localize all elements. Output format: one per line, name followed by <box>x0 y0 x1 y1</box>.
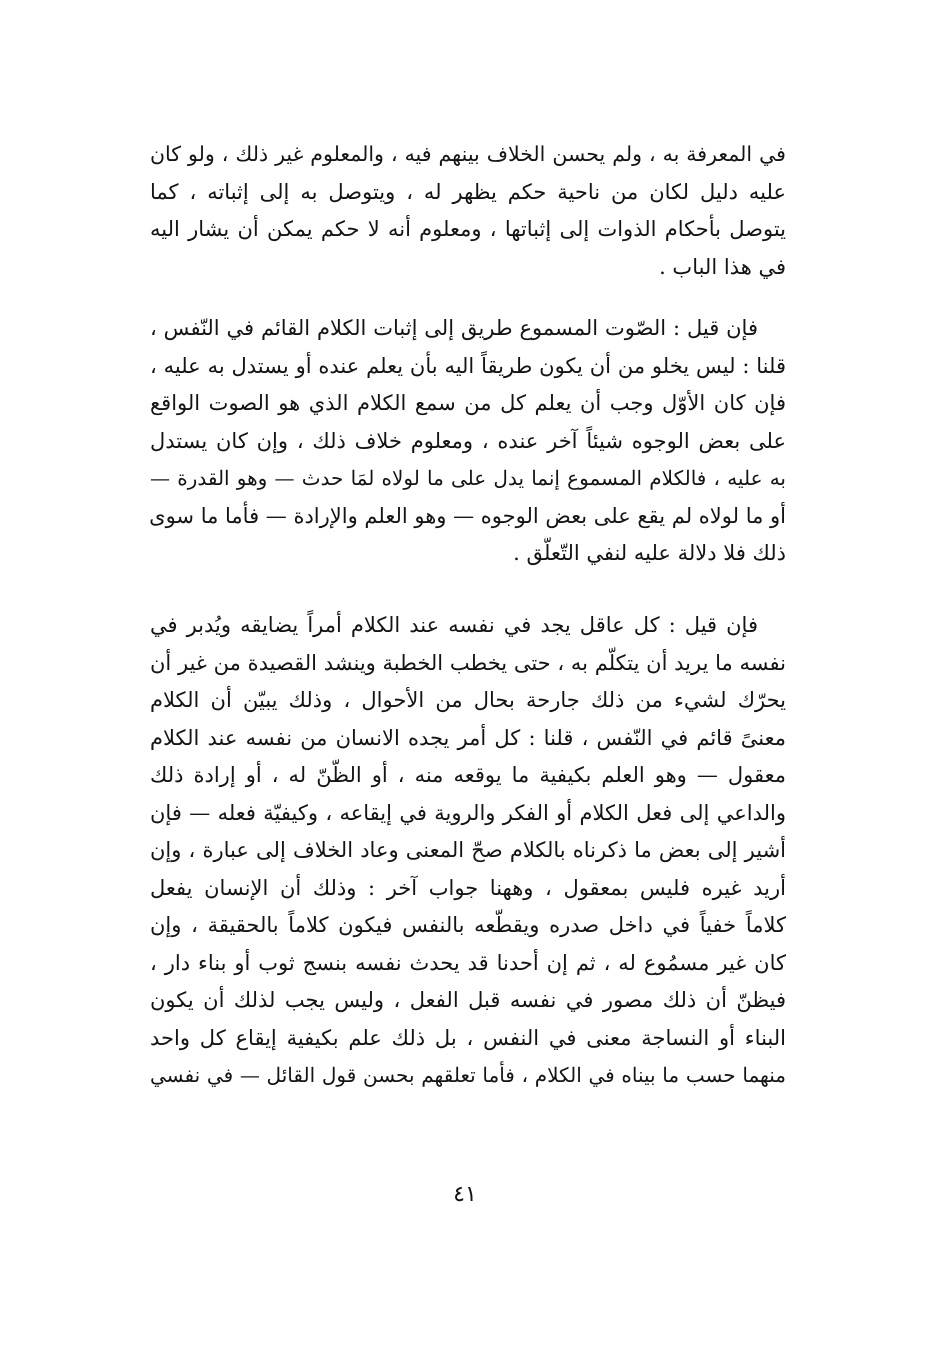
text-line: عليه دليل لكان من ناحية حكم يظهر له ، ويتوصل به إلى إثباته ، كما <box>150 179 786 204</box>
text-line: معنىً قائم في النّفس ، قلنا : كل أمر يجده الانسان من نفسه عند الكلام <box>150 725 786 750</box>
text-line: أشير إلى بعض ما ذكرناه بالكلام صحّ المعنى وعاد الخلاف إلى عبارة ، وإن <box>150 838 786 862</box>
text-line: قلنا : ليس يخلو من أن يكون طريقاً اليه بأن يعلم عنده أو يستدل به عليه ، <box>150 353 786 378</box>
text-line: على بعض الوجوه شيئاً آخر عنده ، ومعلوم خلاف ذلك ، وإن كان يستدل <box>150 428 786 453</box>
text-line: ذلك فلا دلالة عليه لنفي التّعلّق . <box>513 541 786 565</box>
text-line: في المعرفة به ، ولم يحسن الخلاف بينهم فيه ، والمعلوم غير ذلك ، ولو كان <box>150 142 786 166</box>
text-line: كان غير مسمُوع له ، ثم إن أحدنا قد يحدث نفسه بنسج ثوب أو بناء دار ، <box>150 950 786 975</box>
text-line: فإن كان الأوّل وجب أن يعلم كل من سمع الكلام الذي هو الصوت الواقع <box>150 391 786 415</box>
text-line: به عليه ، فالكلام المسموع إنما يدل على ما لولاه لمَا حدث — وهو القدرة — <box>150 466 786 490</box>
paragraph-2 <box>150 318 786 581</box>
text-line: في هذا الباب . <box>659 254 786 279</box>
text-line: فإن قيل : الصّوت المسموع طريق إلى إثبات الكلام القائم في النّفس ، <box>150 316 758 340</box>
text-line: فيظنّ أن ذلك مصور في نفسه قبل الفعل ، وليس يجب لذلك أن يكون <box>150 988 786 1012</box>
text-line: يتوصل بأحكام الذوات إلى إثباتها ، ومعلوم أنه لا حكم يمكن أن يشار اليه <box>150 217 786 241</box>
text-line: فإن قيل : كل عاقل يجد في نفسه عند الكلام أمراً يضايقه ويُدبر في <box>150 613 758 637</box>
paragraph-3 <box>150 615 786 1103</box>
page-number: ٤١ <box>453 1182 477 1207</box>
text-line: البناء أو النساجة معنى في النفس ، بل ذلك علم بكيفية إيقاع كل واحد <box>150 1025 786 1050</box>
text-line: منهما حسب ما بيناه في الكلام ، فأما تعلقهم بحسن قول القائل — في نفسي <box>150 1063 786 1087</box>
text-line: معقول — وهو العلم بكيفية ما يوقعه منه ، أو الظّنّ له ، أو إرادة ذلك <box>150 763 786 787</box>
paragraph-1 <box>150 144 786 294</box>
text-line: والداعي إلى فعل الكلام أو الفكر والروية في إيقاعه ، وكيفيّة فعله — فإن <box>150 800 786 825</box>
text-line: كلاماً خفياً في داخل صدره ويقطّعه بالنفس فيكون كلاماً بالحقيقة ، وإن <box>150 913 786 937</box>
text-line: نفسه ما يريد أن يتكلّم به ، حتى يخطب الخطبة وينشد القصيدة من غير أن <box>150 650 786 675</box>
text-line: يحرّك لشيء من ذلك جارحة بحال من الأحوال ، وذلك يبيّن أن الكلام <box>150 688 786 712</box>
text-line: أريد غيره فليس بمعقول ، وههنا جواب آخر : وذلك أن الإنسان يفعل <box>150 875 786 900</box>
text-line: أو ما لولاه لم يقع على بعض الوجوه — وهو العلم والإرادة — فأما ما سوى <box>149 503 786 528</box>
